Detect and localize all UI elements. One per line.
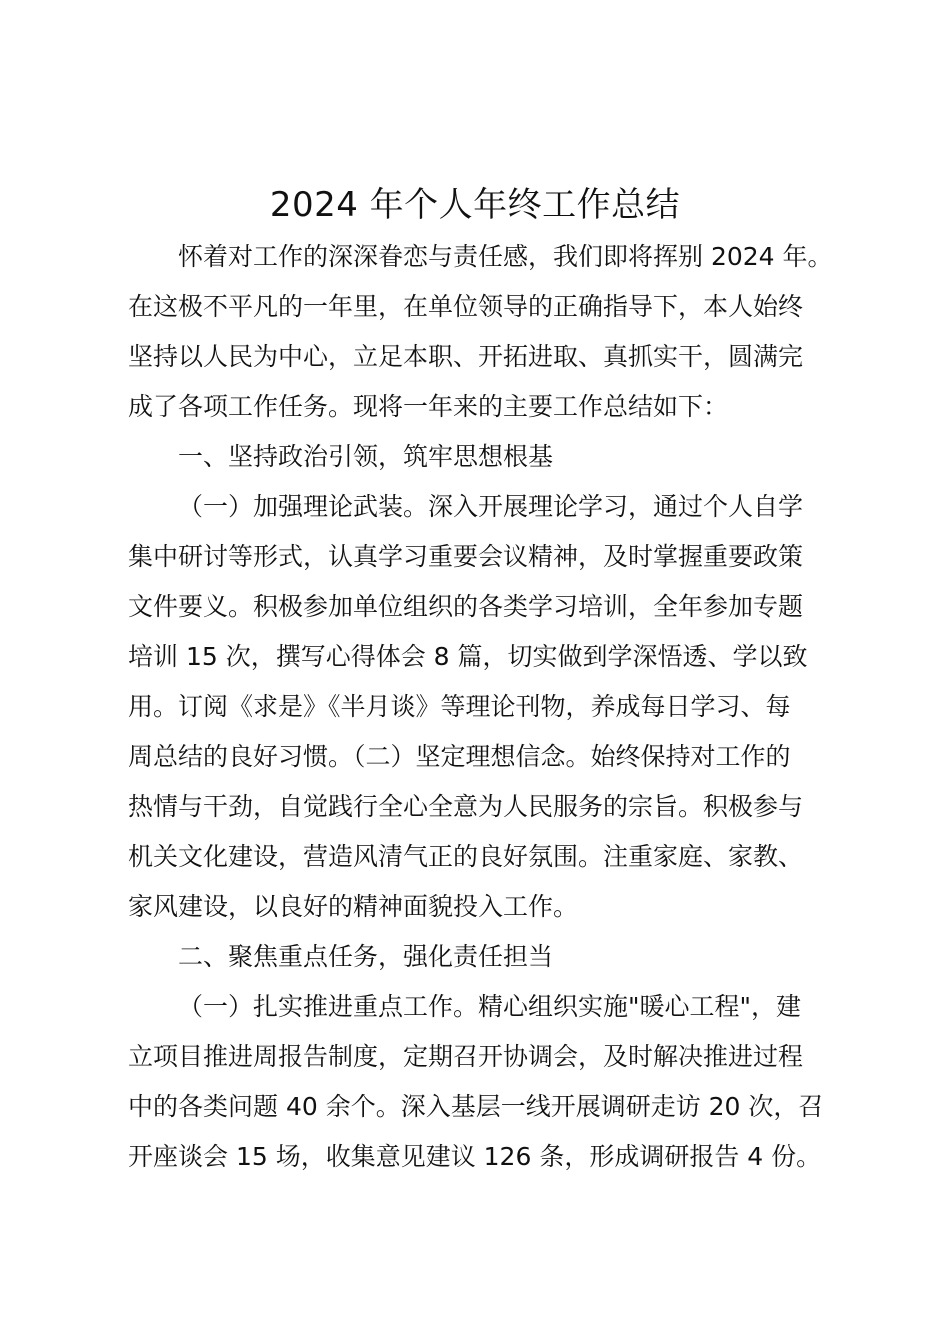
text-line: （一）加强理论武装。深入开展理论学习，通过个人自学 (178, 492, 804, 521)
text-line: 怀着对工作的深深眷恋与责任感，我们即将挥别 2024 年。 (178, 242, 833, 271)
text-line: 坚持以人民为中心，立足本职、开拓进取、真抓实干，圆满完 (128, 342, 804, 371)
text-line: 开座谈会 15 场，收集意见建议 126 条，形成调研报告 4 份。 (128, 1142, 822, 1171)
document-body (128, 232, 840, 1182)
section-heading-1: 一、坚持政治引领，筑牢思想根基 (178, 442, 554, 471)
text-line: 成了各项工作任务。现将一年来的主要工作总结如下： (128, 392, 729, 421)
text-line: 机关文化建设，营造风清气正的良好氛围。注重家庭、家教、 (128, 842, 804, 871)
text-line: 立项目推进周报告制度，定期召开协调会，及时解决推进过程 (128, 1042, 804, 1071)
text-line: 中的各类问题 40 余个。深入基层一线开展调研走访 20 次，召 (128, 1092, 824, 1121)
section-heading-2: 二、聚焦重点任务，强化责任担当 (178, 942, 554, 971)
section-2-paragraph (128, 982, 840, 1182)
text-line: 集中研讨等形式，认真学习重要会议精神，及时掌握重要政策 (128, 542, 804, 571)
text-line: 在这极不平凡的一年里，在单位领导的正确指导下，本人始终 (128, 292, 804, 321)
text-line: 周总结的良好习惯。（二）坚定理想信念。始终保持对工作的 (128, 742, 791, 771)
text-line: 家风建设，以良好的精神面貌投入工作。 (128, 892, 579, 921)
document-title: 2024 年个人年终工作总结 (269, 185, 681, 225)
intro-paragraph (128, 232, 840, 432)
text-line: 培训 15 次，撰写心得体会 8 篇，切实做到学深悟透、学以致 (128, 642, 808, 671)
text-line: 文件要义。积极参加单位组织的各类学习培训，全年参加专题 (128, 592, 804, 621)
text-line: 用。订阅《求是》《半月谈》等理论刊物，养成每日学习、每 (128, 692, 791, 721)
section-1-paragraph (128, 482, 840, 932)
text-line: （一）扎实推进重点工作。精心组织实施"暖心工程"，建 (178, 992, 802, 1021)
text-line: 热情与干劲，自觉践行全心全意为人民服务的宗旨。积极参与 (128, 792, 804, 821)
